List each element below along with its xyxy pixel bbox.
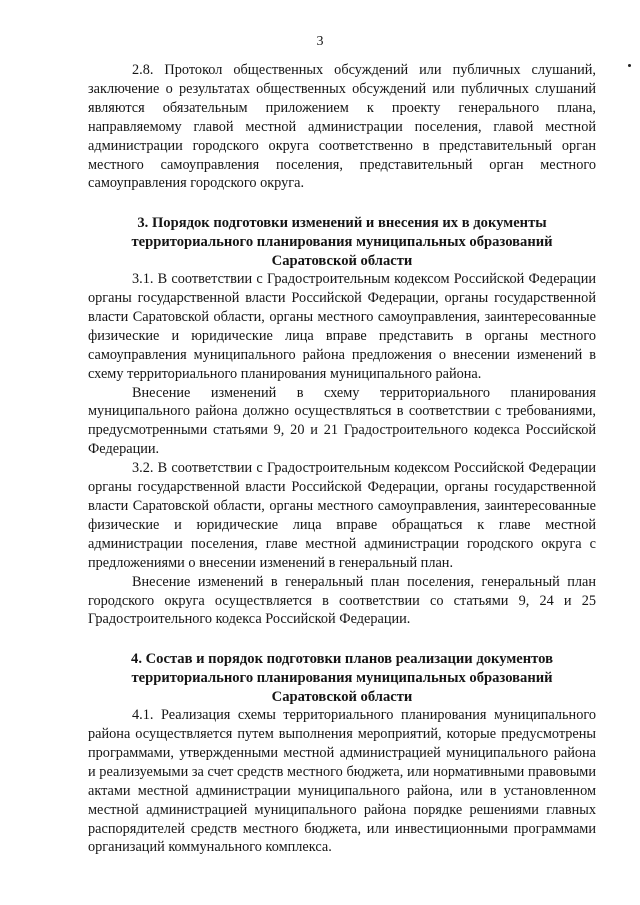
clause-3-1-amendments: Внесение изменений в схему территориального планирования муниципального района должно осуществляться в соответствии с требованиями, предусмотренными статьями 9, 20 и 21 Градостроительного кодекса Российской Федерации. [88, 384, 596, 458]
section-3-heading-line: Саратовской области [271, 252, 413, 269]
section-3-heading [88, 214, 596, 270]
section-4-heading-line: Саратовской области [271, 688, 413, 705]
section-4-heading-line: территориального планирования муниципальных образований [131, 669, 553, 686]
section-4-heading-line: 4. Состав и порядок подготовки планов реализации документов [131, 651, 553, 668]
section-4-heading [88, 650, 596, 706]
scan-speck [628, 64, 631, 67]
document-body [88, 61, 596, 857]
section-3-heading-line: 3. Порядок подготовки изменений и внесения их в документы [137, 215, 547, 232]
clause-3-1: 3.1. В соответствии с Градостроительным кодексом Российской Федерации органы государственной власти Российской Федерации, органы государственной власти Саратовской области, органы местного самоуправления, заинтересованные физические и юридические лица вправе представить в органы местного самоуправления муниципального района предложения о внесении изменений в схему территориального планирования муниципального района. [88, 271, 596, 382]
section-3-heading-line: территориального планирования муниципальных образований [131, 233, 553, 250]
clause-4-1: 4.1. Реализация схемы территориального планирования муниципального района осуществляется путем выполнения мероприятий, которые предусмотрены программами, утвержденными местной администрацией муниципального района и реализуемыми за счет средств местного бюджета, или нормативными правовыми актами местной администрации муниципального района, или в установленном местной администрацией муниципального района порядке решениями главных распорядителей средств местного бюджета, или инвестиционными программами организаций коммунального комплекса. [88, 707, 596, 856]
clause-3-2: 3.2. В соответствии с Градостроительным кодексом Российской Федерации органы государственной власти Российской Федерации, органы государственной власти Саратовской области, органы местного самоуправления, заинтересованные физические и юридические лица вправе обращаться к главе местной администрации поселения, главе местной администрации городского округа с предложениями о внесении изменений в генеральный план. [88, 460, 596, 571]
clause-3-2-amendments: Внесение изменений в генеральный план поселения, генеральный план городского округа осуществляется в соответствии со статьями 9, 24 и 25 Градостроительного кодекса Российской Федерации. [88, 573, 596, 628]
page-number: 3 [316, 34, 324, 49]
clause-2-8: 2.8. Протокол общественных обсуждений или публичных слушаний, заключение о результатах общественных обсуждений или публичных слушаний являются обязательным приложением к проекту генерального плана, направляемому главой местной администрации поселения, главой местной администрации городского округа соответственно в представительный орган местного самоуправления поселения, представительный орган местного самоуправления городского округа. [88, 62, 596, 192]
